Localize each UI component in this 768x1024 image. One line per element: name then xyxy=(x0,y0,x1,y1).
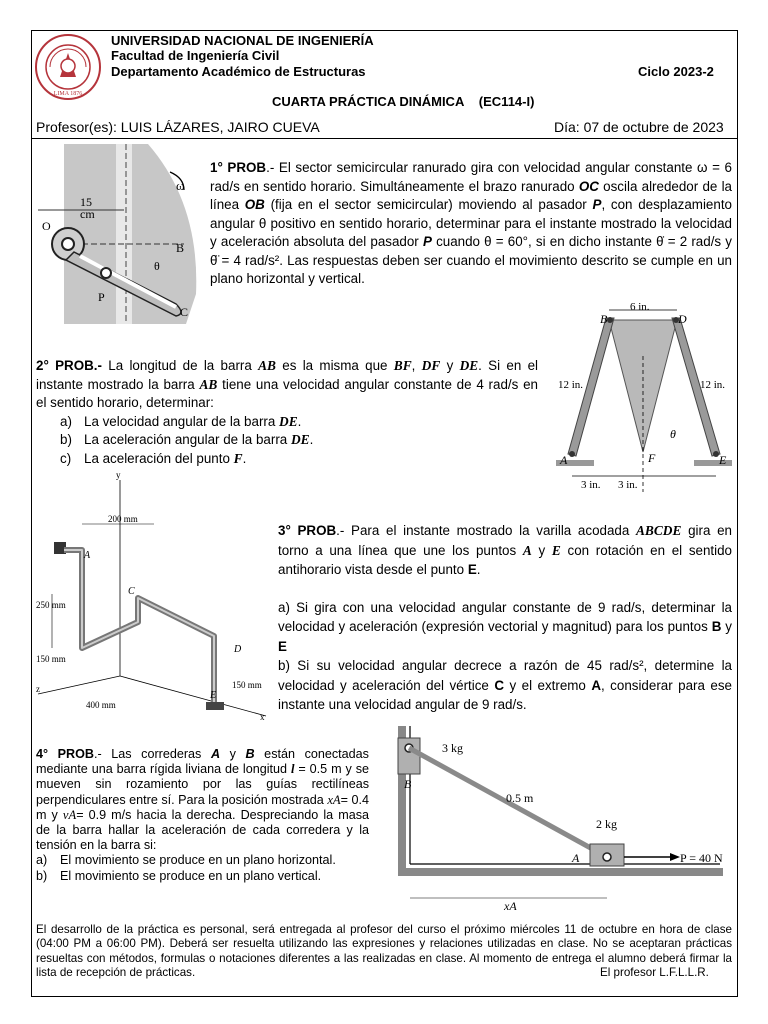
item-end: . xyxy=(297,413,302,429)
cycle: Ciclo 2023-2 xyxy=(638,64,714,79)
p3-pb-c: C xyxy=(494,677,505,693)
p4-xa: xA xyxy=(327,792,341,807)
p1-oc: OC xyxy=(578,178,599,194)
exam-title xyxy=(272,94,534,109)
list-item xyxy=(60,431,538,450)
fig2-label-e: E xyxy=(719,453,727,467)
fig1-unit: cm xyxy=(80,207,95,221)
p2-df: DF xyxy=(421,358,441,373)
p3-pb3: , considerar para ese instante una velocidad angular de 9 rad/s. xyxy=(278,677,732,712)
p1-ob: OB xyxy=(244,197,265,212)
fig2-top-dim: 6 in. xyxy=(630,301,650,313)
p3-pb2: y el extremo xyxy=(504,677,592,693)
p2-y: y xyxy=(440,358,460,373)
p4-l: l xyxy=(290,762,295,777)
p3-pa: a) Si gira con una velocidad angular constante de 9 rad/s, determinar la velocidad y aceleración (expresión vectorial y magnitud) para los puntos xyxy=(278,599,732,634)
fig1-label-p: P xyxy=(98,290,105,304)
p3-t3: con rotación en el sentido antihorario vista desde el punto xyxy=(278,542,732,577)
problem-4-items xyxy=(36,853,369,883)
p3-rod: ABCDE xyxy=(636,523,682,538)
p4-b: B xyxy=(245,747,255,761)
item-text: El movimiento se produce en un plano horizontal. xyxy=(60,853,336,868)
svg-text:LIMA 1876: LIMA 1876 xyxy=(53,91,83,97)
fig4-mass-b: 3 kg xyxy=(442,741,463,755)
item-symbol: F xyxy=(233,450,243,466)
fig3-axis-z: z xyxy=(36,684,40,694)
fig4-mass-a: 2 kg xyxy=(596,817,617,831)
p3-dot: . xyxy=(476,562,481,577)
fig3-dim-400: 400 mm xyxy=(86,700,116,710)
list-item xyxy=(60,413,538,432)
fig4-label-xa: xA xyxy=(504,899,517,913)
p2-t2: es la misma que xyxy=(275,358,394,373)
fig3-axis-y: y xyxy=(116,470,121,480)
list-item xyxy=(60,450,538,469)
p3-pa-e: E xyxy=(278,638,287,654)
fig2-bottom-dim-1: 3 in. xyxy=(581,479,601,491)
p4-t4: = 0.4 m y xyxy=(36,792,369,822)
university-name: UNIVERSIDAD NACIONAL DE INGENIERÍA xyxy=(111,33,374,48)
p2-de: DE xyxy=(459,358,479,373)
footer-signature: El profesor L.F.L.L.R. xyxy=(600,966,709,979)
p4-a: A xyxy=(210,747,221,761)
item-label: a) xyxy=(36,853,48,868)
p4-t5: = 0.9 m/s hacia la derecha. Despreciando la masa de la barra hallar la aceleración de cada corredera y la tensión en la barra si: xyxy=(36,807,369,853)
exam-date: Día: 07 de octubre de 2023 xyxy=(554,119,724,135)
fig1-label-b: B xyxy=(176,241,185,255)
department-name: Departamento Académico de Estructuras xyxy=(111,64,366,79)
p3-y: y xyxy=(531,542,552,558)
fig3-label-d: D xyxy=(234,644,242,655)
fig3-axis-x: x xyxy=(260,712,265,722)
p2-ab: AB xyxy=(258,358,276,373)
p1-t1: .- El sector semicircular ranurado gira con velocidad angular constante ω = 6 rad/s en sentido horario. Simultáneamente el brazo ranurado xyxy=(210,160,732,194)
problem-2-items xyxy=(60,413,538,469)
p2-bf: BF xyxy=(393,358,412,373)
item-text: La aceleración del punto xyxy=(84,450,234,466)
p4-t3: = 0.5 m y se mueven sin rozamiento por las guías rectilíneas perpendiculares entre sí. Para la posición mostrada xyxy=(36,762,369,807)
fig1-label-c: C xyxy=(180,305,189,319)
p1-t3: (fija en el sector semicircular) moviendo al pasador xyxy=(264,197,593,212)
fig2-left-dim: 12 in. xyxy=(558,379,584,391)
footer-text: El desarrollo de la práctica es personal, será entregada al profesor del curso el próximo miércoles 11 de octubre en hora de clase (04:00 PM a 06:00 PM). Deberá ser resuelta utilizando las expresiones y relaciones utilizadas en clase. No se aceptaran prácticas resueltas con métodos, formulas o notaciones diferentes a las realizadas en clase. Al momento de entrega el alumno deberá firmar la lista de recepción de prácticas. xyxy=(36,923,732,980)
fig3-dim-150a: 150 mm xyxy=(36,654,66,664)
problem-4-text xyxy=(36,747,369,884)
list-item xyxy=(36,869,369,884)
p4-va: vA xyxy=(62,807,77,822)
p3-a: A xyxy=(522,542,532,558)
p1-t4: , con desplazamiento angular θ positivo en sentido horario, determinar para el instante mostrado la velocidad y aceleración absoluta del pasador xyxy=(210,197,732,249)
fig3-label-e: E xyxy=(210,690,217,701)
fig4-label-a: A xyxy=(572,851,580,865)
p4-t1: .- Las correderas xyxy=(94,747,211,761)
problem-3-figure xyxy=(34,470,272,728)
professors: Profesor(es): LUIS LÁZARES, JAIRO CUEVA xyxy=(36,119,320,135)
header-divider xyxy=(31,138,737,139)
p3-pa-y: y xyxy=(721,619,732,634)
fig1-theta: θ xyxy=(154,259,160,273)
faculty-name: Facultad de Ingeniería Civil xyxy=(111,48,280,63)
list-item xyxy=(36,853,369,868)
fig4-label-b: B xyxy=(404,777,412,791)
fig3-dim-200: 200 mm xyxy=(108,514,138,524)
item-text: El movimiento se produce en un plano vertical. xyxy=(60,868,322,883)
fig2-theta: θ xyxy=(670,427,676,441)
problem-2-label: 2° PROB.- xyxy=(36,358,102,373)
item-label: a) xyxy=(60,413,72,429)
item-label: b) xyxy=(36,868,48,883)
p4-t2: están conectadas mediante una barra rígida liviana de longitud xyxy=(36,747,369,777)
problem-1-text xyxy=(210,159,732,289)
item-label: c) xyxy=(60,450,72,466)
p2-t1: La longitud de la barra xyxy=(101,358,259,373)
problem-1-figure xyxy=(36,144,200,324)
p3-t1: .- Para el instante mostrado la varilla acodada xyxy=(336,523,636,538)
fig2-right-dim: 12 in. xyxy=(700,379,726,391)
p3-pb1: b) Si su velocidad angular decrece a razón de 45 rad/s², determine la velocidad y aceleración del vértice xyxy=(278,658,732,693)
fig2-bottom-dim-2: 3 in. xyxy=(618,479,638,491)
problem-4-label: 4° PROB xyxy=(36,747,95,761)
p3-pb-a: A xyxy=(591,677,601,693)
fig4-force: P = 40 N xyxy=(680,851,723,865)
item-symbol: DE xyxy=(279,413,298,429)
item-symbol: DE xyxy=(290,432,310,447)
p1-p: P xyxy=(592,197,602,212)
fig4-length: 0.5 m xyxy=(506,791,534,805)
item-end: . xyxy=(242,450,247,466)
item-label: b) xyxy=(60,432,72,447)
p4-y: y xyxy=(220,747,246,761)
p3-e: E xyxy=(551,542,561,558)
p1-t5: cuando θ = 60°, si en dicho instante θ̇ = 2 rad/s y θ̈ = 4 rad/s². Las respuestas deben ser cuando el movimiento descrito se cumple en un plano horizontal y vertical. xyxy=(210,234,732,286)
fig2-label-f: F xyxy=(648,451,656,465)
course-code: (EC114-I) xyxy=(478,94,535,109)
p2-ab2: AB xyxy=(199,376,218,392)
problem-3-text xyxy=(278,521,732,715)
problem-4-figure xyxy=(380,726,735,914)
problem-2-text xyxy=(36,357,538,468)
p2-sep: , xyxy=(411,358,422,373)
fig1-dim: 15 xyxy=(80,195,92,209)
fig1-label-o: O xyxy=(42,219,51,233)
p2-t4: tiene una velocidad angular constante de 4 rad/s en el sentido horario, determinar: xyxy=(36,376,538,410)
exam-title-text: CUARTA PRÁCTICA DINÁMICA xyxy=(272,94,465,109)
problem-3-label: 3° PROB xyxy=(278,523,337,538)
fig2-label-d: D xyxy=(678,312,687,326)
fig1-omega: ω xyxy=(176,178,185,193)
p1-t2: oscila alrededor de la línea xyxy=(210,178,732,212)
fig2-label-a: A xyxy=(560,453,568,467)
item-end: . xyxy=(309,432,314,447)
fig3-dim-150b: 150 mm xyxy=(232,680,262,690)
university-seal-logo xyxy=(34,33,102,101)
fig3-dim-250: 250 mm xyxy=(36,600,66,610)
p3-eb: E xyxy=(467,562,477,577)
p3-t2: gira en torno a una línea que une los puntos xyxy=(278,523,732,558)
item-text: La velocidad angular de la barra xyxy=(84,413,280,429)
fig3-label-a: A xyxy=(84,550,91,561)
problem-2-figure xyxy=(548,296,733,492)
item-text: La aceleración angular de la barra xyxy=(84,432,291,447)
p1-p2: P xyxy=(422,234,432,249)
problem-1-label: 1° PROB xyxy=(210,160,267,175)
p2-t3: . Si en el instante mostrado la barra xyxy=(36,358,538,392)
p3-pa-b: B xyxy=(711,619,722,634)
fig3-label-c: C xyxy=(128,586,135,597)
fig2-label-b: B xyxy=(600,312,608,326)
